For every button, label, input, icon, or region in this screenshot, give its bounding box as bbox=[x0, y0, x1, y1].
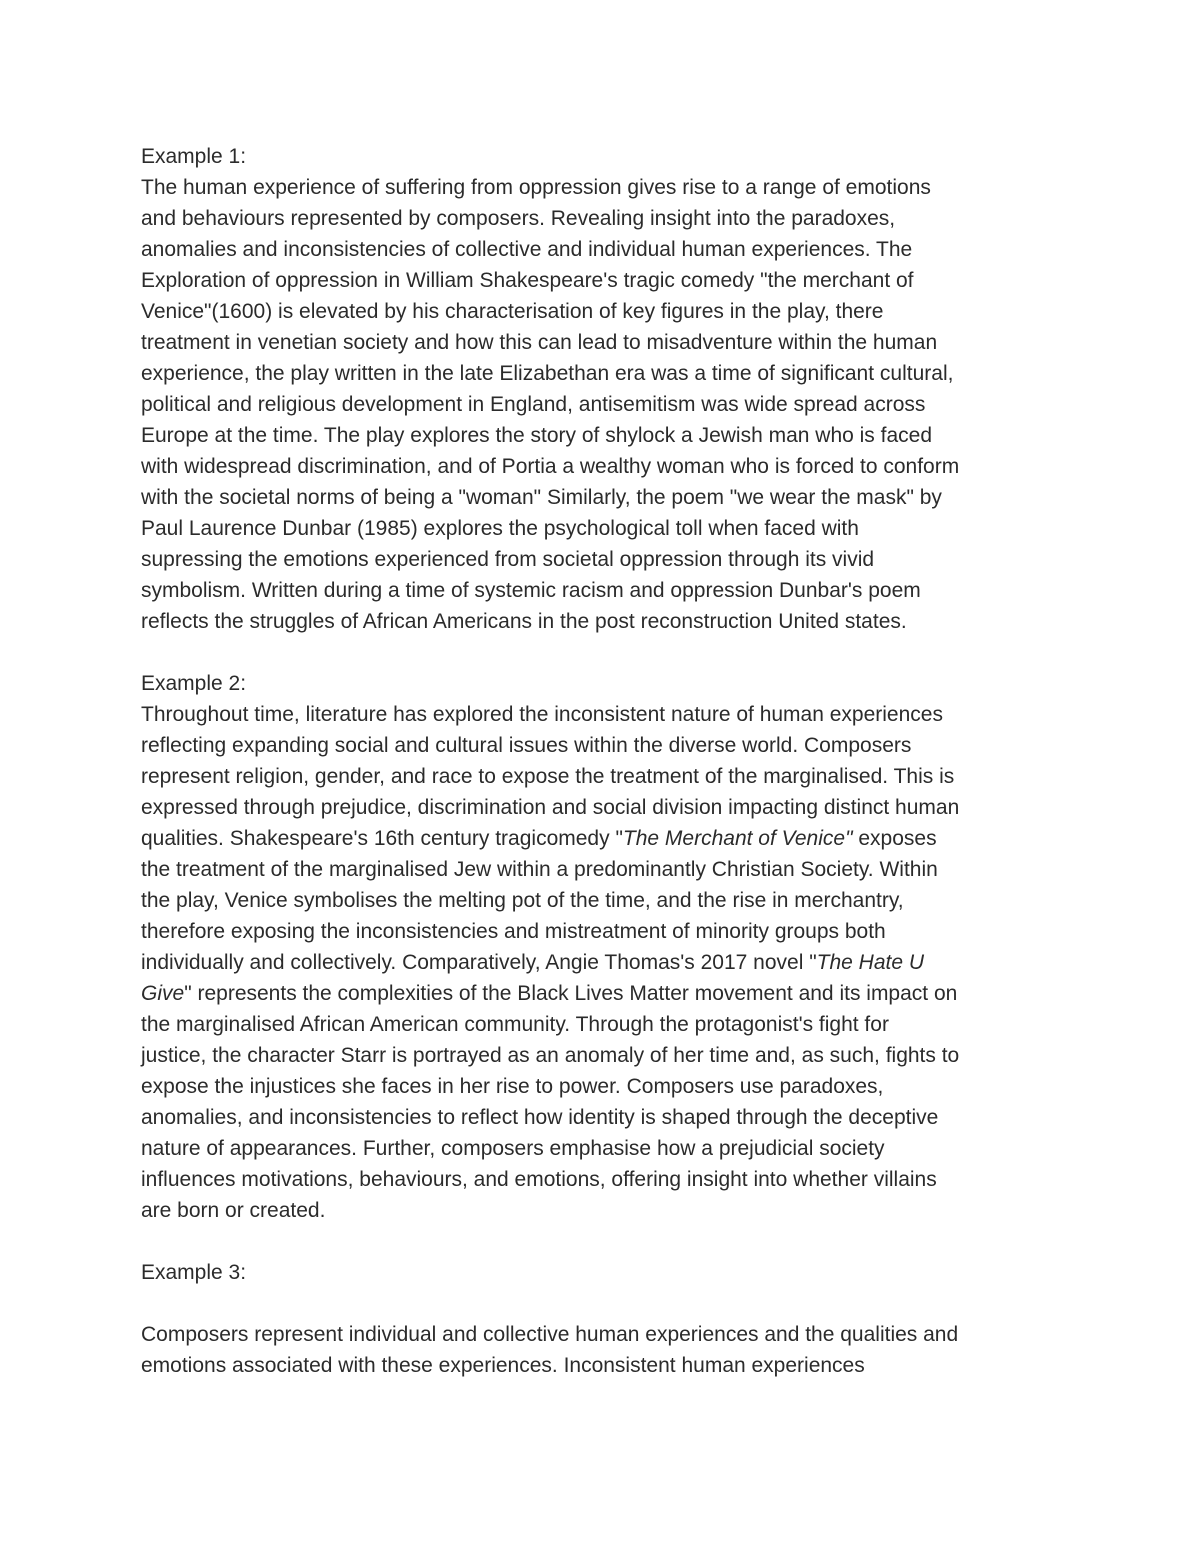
example-3-heading: Example 3: bbox=[141, 1261, 247, 1284]
example-3-paragraph bbox=[141, 1319, 1081, 1381]
paragraph-line: and behaviours represented by composers. Revealing insight into the paradoxes, bbox=[141, 207, 896, 230]
paragraph-line: Venice"(1600) is elevated by his characterisation of key figures in the play, there bbox=[141, 300, 884, 323]
paragraph-line bbox=[141, 978, 1081, 1009]
paragraph-line: the play, Venice symbolises the melting pot of the time, and the rise in merchantry, bbox=[141, 889, 904, 912]
paragraph-line: symbolism. Written during a time of systemic racism and oppression Dunbar's poem bbox=[141, 579, 921, 602]
paragraph-line: emotions associated with these experiences. Inconsistent human experiences bbox=[141, 1354, 865, 1377]
paragraph-line: justice, the character Starr is portrayed as an anomaly of her time and, as such, fights to bbox=[141, 1044, 960, 1067]
paragraph-line bbox=[141, 823, 1081, 854]
book-title: The Hate U bbox=[816, 951, 925, 974]
blank-line bbox=[141, 1288, 1081, 1319]
example-1-paragraph bbox=[141, 172, 1081, 637]
line-text: individually and collectively. Comparatively, Angie Thomas's 2017 novel " bbox=[141, 951, 817, 974]
book-title: The Merchant of Venice" bbox=[622, 827, 853, 850]
example-2-section bbox=[141, 668, 1081, 1226]
document-body bbox=[141, 141, 1081, 1381]
paragraph-line: treatment in venetian society and how this can lead to misadventure within the human bbox=[141, 331, 938, 354]
paragraph-line: expressed through prejudice, discrimination and social division impacting distinct human bbox=[141, 796, 960, 819]
example-1-heading: Example 1: bbox=[141, 145, 247, 168]
paragraph-line: reflecting expanding social and cultural issues within the diverse world. Composers bbox=[141, 734, 912, 757]
line-text: exposes bbox=[852, 827, 937, 850]
paragraph-line: influences motivations, behaviours, and emotions, offering insight into whether villains bbox=[141, 1168, 937, 1191]
paragraph-line: Composers represent individual and collective human experiences and the qualities and bbox=[141, 1323, 959, 1346]
paragraph-line: political and religious development in England, antisemitism was wide spread across bbox=[141, 393, 926, 416]
line-text: qualities. Shakespeare's 16th century tragicomedy " bbox=[141, 827, 623, 850]
paragraph-line: Paul Laurence Dunbar (1985) explores the psychological toll when faced with bbox=[141, 517, 859, 540]
blank-line bbox=[141, 637, 1081, 668]
paragraph-line bbox=[141, 947, 1081, 978]
paragraph-line: anomalies and inconsistencies of collective and individual human experiences. The bbox=[141, 238, 913, 261]
example-2-heading: Example 2: bbox=[141, 672, 247, 695]
paragraph-line: anomalies, and inconsistencies to reflect how identity is shaped through the deceptive bbox=[141, 1106, 939, 1129]
paragraph-line: Exploration of oppression in William Shakespeare's tragic comedy "the merchant of bbox=[141, 269, 914, 292]
example-3-section bbox=[141, 1257, 1081, 1381]
paragraph-line: supressing the emotions experienced from societal oppression through its vivid bbox=[141, 548, 875, 571]
paragraph-line: are born or created. bbox=[141, 1199, 326, 1222]
example-2-paragraph bbox=[141, 699, 1081, 1226]
paragraph-line: expose the injustices she faces in her rise to power. Composers use paradoxes, bbox=[141, 1075, 884, 1098]
line-text: " represents the complexities of the Black Lives Matter movement and its impact on bbox=[184, 982, 958, 1005]
paragraph-line: The human experience of suffering from oppression gives rise to a range of emotions bbox=[141, 176, 931, 199]
paragraph-line: nature of appearances. Further, composers emphasise how a prejudicial society bbox=[141, 1137, 885, 1160]
book-title: Give bbox=[141, 982, 185, 1005]
paragraph-line: therefore exposing the inconsistencies and mistreatment of minority groups both bbox=[141, 920, 886, 943]
paragraph-line: the marginalised African American community. Through the protagonist's fight for bbox=[141, 1013, 889, 1036]
paragraph-line: with widespread discrimination, and of Portia a wealthy woman who is forced to conform bbox=[141, 455, 960, 478]
paragraph-line: experience, the play written in the late Elizabethan era was a time of significant cultural, bbox=[141, 362, 954, 385]
paragraph-line: with the societal norms of being a "woman" Similarly, the poem "we wear the mask" by bbox=[141, 486, 942, 509]
blank-line bbox=[141, 1226, 1081, 1257]
paragraph-line: reflects the struggles of African Americans in the post reconstruction United states. bbox=[141, 610, 907, 633]
paragraph-line: the treatment of the marginalised Jew within a predominantly Christian Society. Within bbox=[141, 858, 938, 881]
example-1-section bbox=[141, 141, 1081, 637]
paragraph-line: represent religion, gender, and race to expose the treatment of the marginalised. This is bbox=[141, 765, 955, 788]
paragraph-line: Europe at the time. The play explores the story of shylock a Jewish man who is faced bbox=[141, 424, 933, 447]
paragraph-line: Throughout time, literature has explored the inconsistent nature of human experiences bbox=[141, 703, 943, 726]
